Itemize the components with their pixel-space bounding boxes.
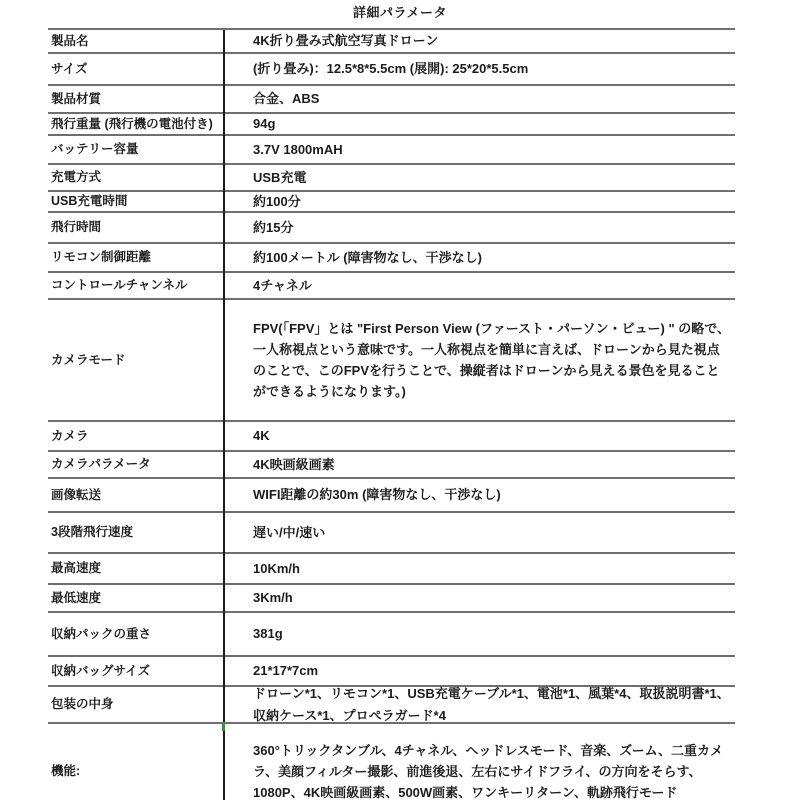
spec-value: 3.7V 1800mAH: [253, 141, 343, 157]
table-row: [48, 422, 735, 452]
spec-value: ドローン*1、リモコン*1、USB充電ケーブル*1、電池*1、風葉*4、取扱説明書*1、収納ケース*1、プロペラガード*4: [253, 686, 730, 723]
spec-label: コントロールチャンネル: [51, 278, 188, 293]
table-row: [48, 165, 735, 192]
table-row: [48, 136, 735, 165]
spec-label: サイズ: [51, 61, 88, 76]
table-row: [48, 54, 735, 86]
spec-label: 充電方式: [51, 170, 102, 185]
spec-value: 4K映画級画素: [253, 456, 335, 472]
table-row: [48, 114, 735, 136]
spec-value: 合金、ABS: [253, 91, 320, 107]
spec-label: 包装の中身: [51, 697, 114, 712]
spec-value: 約100分: [253, 193, 301, 209]
table-row: [48, 273, 735, 300]
table-row: [48, 479, 735, 513]
table-row: [48, 687, 735, 724]
green-tick-mark: [222, 722, 225, 731]
spec-label: バッテリー容量: [51, 142, 139, 157]
spec-label: 機能:: [51, 764, 81, 779]
spec-label: リモコン制御距離: [51, 250, 152, 265]
spec-label: USB充電時間: [51, 194, 128, 209]
spec-table-rows: [48, 30, 735, 800]
table-row: [48, 724, 735, 800]
table-row: [48, 513, 735, 554]
spec-label: 飛行重量 (飛行機の電池付き): [51, 116, 213, 131]
spec-table: [48, 28, 735, 800]
spec-label: 3段階飛行速度: [51, 525, 133, 540]
spec-value: 4チャネル: [253, 277, 312, 293]
column-divider-line: [223, 30, 225, 800]
table-row: [48, 585, 735, 613]
spec-label: 製品材質: [51, 91, 102, 106]
spec-value: 381g: [253, 626, 283, 642]
spec-label: カメラパラメータ: [51, 457, 151, 472]
spec-value: 遅い/中/速い: [253, 524, 326, 540]
table-row: [48, 86, 735, 114]
spec-value: 約15分: [253, 219, 294, 235]
spec-label: 最低速度: [51, 590, 102, 605]
spec-value: 94g: [253, 116, 276, 132]
table-row: [48, 554, 735, 585]
table-row: [48, 452, 735, 479]
spec-label: 製品名: [51, 33, 89, 48]
spec-value: WIFI距離の約30m (障害物なし、干渉なし): [253, 487, 501, 503]
table-row: [48, 244, 735, 273]
spec-label: 収納パックの重さ: [51, 626, 152, 641]
spec-label: 飛行時間: [51, 220, 102, 235]
spec-label: 収納バッグサイズ: [51, 663, 151, 678]
spec-label: 画像転送: [51, 487, 102, 502]
spec-label: カメラ: [51, 428, 89, 443]
spec-value: (折り畳み)：12.5*8*5.5cm (展開): 25*20*5.5cm: [253, 61, 529, 77]
spec-label: カメラモード: [51, 352, 126, 367]
spec-label: 最高速度: [51, 561, 102, 576]
spec-value: 3Km/h: [253, 590, 293, 606]
table-row: [48, 30, 735, 54]
table-row: [48, 213, 735, 244]
spec-value: FPV(「FPV」とは "First Person View (ファースト・パーソン・ビュー) " の略で、一人称視点という意味です。一人称視点を簡単に言えば、ドローンから見た視点のことで、このFPVを行うことで、操縦者はドローンから見える景色を見ることができるようになります。): [253, 320, 730, 400]
spec-value: 4K折り畳み式航空写真ドローン: [253, 33, 439, 49]
page-title: 詳細パラメータ: [352, 5, 448, 20]
table-row: [48, 613, 735, 657]
spec-value: 360°トリックタンブル、4チャネル、ヘッドレスモード、音楽、ズーム、二重カメラ、美顔フィルター撮影、前進後退、左右にサイドフライ、の方向をそらす、1080P、4K映画級画素、500W画素、ワンキーリターン、軌跡飛行モード: [253, 742, 724, 800]
table-row: [48, 300, 735, 422]
spec-value: 約100メートル (障害物なし、干渉なし): [253, 249, 482, 265]
spec-value: USB充電: [253, 169, 307, 185]
spec-value: 4K: [253, 428, 270, 444]
spec-value: 10Km/h: [253, 560, 300, 576]
table-row: [48, 192, 735, 213]
spec-value: 21*17*7cm: [253, 663, 319, 679]
